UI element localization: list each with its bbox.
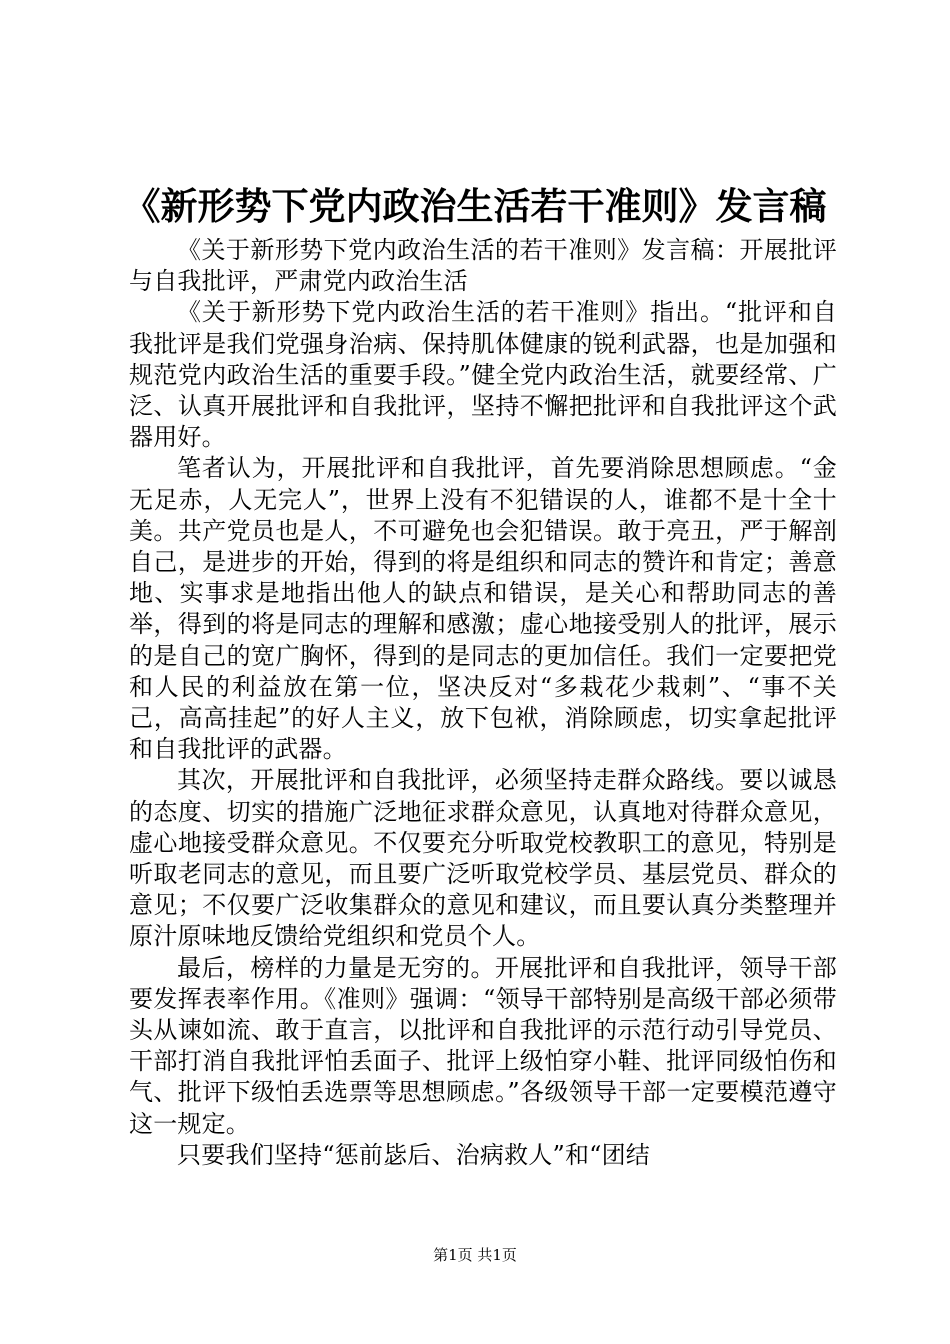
paragraph-2: 笔者认为，开展批评和自我批评，首先要消除思想顾虑。“金无足赤，人无完人”，世界上没有不犯错误的人，谁都不是十全十美。共产党员也是人，不可避免也会犯错误。敢于亮丑，严于解剖自己，是进步的开始，得到的将是组织和同志的赞许和肯定；善意地、实事求是地指出他人的缺点和错误，是关心和帮助同志的善举，得到的将是同志的理解和感激；虚心地接受别人的批评，展示的是自己的宽广胸怀，得到的是同志的更加信任。我们一定要把党和人民的利益放在第一位，坚决反对“多栽花少栽刺”、“事不关己，高高挂起”的好人主义，放下包袱，消除顾虑，切实拿起批评和自我批评的武器。 [129,454,837,764]
document-body [129,235,837,1171]
paragraph-subtitle: 《关于新形势下党内政治生活的若干准则》发言稿：开展批评与自我批评，严肃党内政治生活 [129,236,837,296]
page-number-footer: 第1页 共1页 [433,1246,517,1264]
paragraph-4: 最后，榜样的力量是无穷的。开展批评和自我批评，领导干部要发挥表率作用。《准则》强调：“领导干部特别是高级干部必须带头从谏如流、敢于直言，以批评和自我批评的示范行动引导党员、干部打消自我批评怕丢面子、批评上级怕穿小鞋、批评同级怕伤和气、批评下级怕丢选票等思想顾虑。”各级领导干部一定要模范遵守这一规定。 [129,953,837,1138]
paragraph-5: 只要我们坚持“惩前毖后、治病救人”和“团结 [177,1140,651,1169]
document-title: 《新形势下党内政治生活若干准则》发言稿 [123,184,827,228]
paragraph-1: 《关于新形势下党内政治生活的若干准则》指出。“批评和自我批评是我们党强身治病、保持肌体健康的锐利武器，也是加强和规范党内政治生活的重要手段。”健全党内政治生活，就要经常、广泛、认真开展批评和自我批评，坚持不懈把批评和自我批评这个武器用好。 [129,298,837,452]
paragraph-3: 其次，开展批评和自我批评，必须坚持走群众路线。要以诚恳的态度、切实的措施广泛地征求群众意见，认真地对待群众意见，虚心地接受群众意见。不仅要充分听取党校教职工的意见，特别是听取老同志的意见，而且要广泛听取党校学员、基层党员、群众的意见；不仅要广泛收集群众的意见和建议，而且要认真分类整理并原汁原味地反馈给党组织和党员个人。 [129,766,837,951]
